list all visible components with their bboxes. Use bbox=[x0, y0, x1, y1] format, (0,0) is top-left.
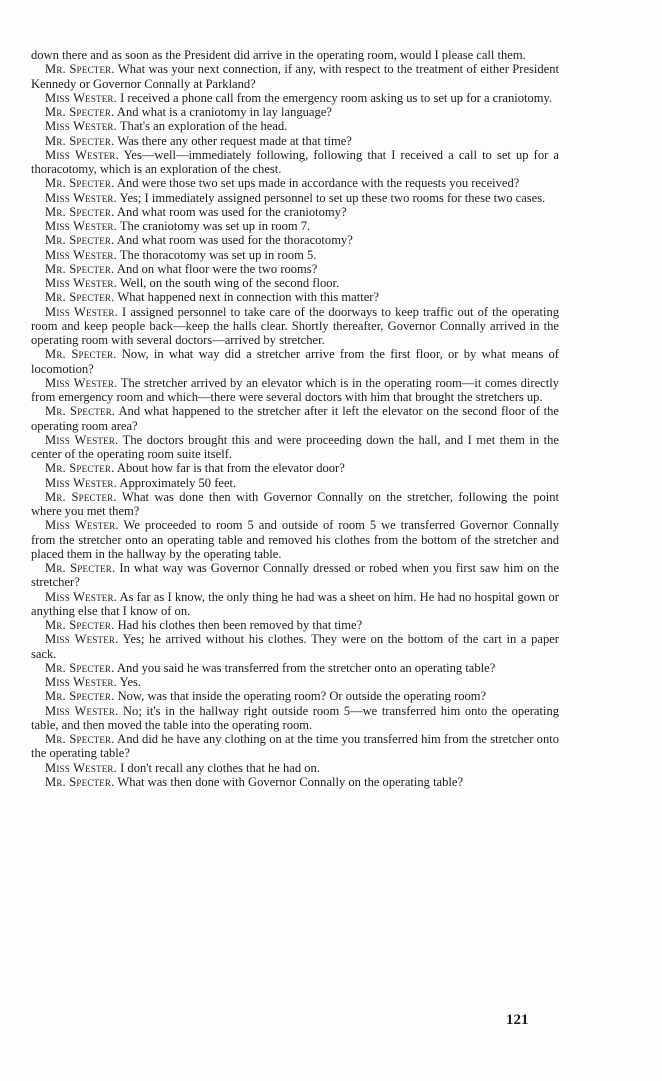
speaker-name: Mr. Specter. bbox=[45, 689, 115, 704]
testimony-paragraph bbox=[31, 761, 559, 775]
speaker-name: Mr. Specter. bbox=[45, 732, 115, 746]
testimony-paragraph bbox=[31, 176, 559, 190]
paragraph-text: Well, on the south wing of the second floor. bbox=[119, 276, 340, 290]
paragraph-text: I don't recall any clothes that he had on. bbox=[120, 760, 320, 775]
paragraph-text: Yes; I immediately assigned personnel to set up these two rooms for these two cases. bbox=[119, 190, 546, 205]
testimony-paragraph bbox=[31, 219, 559, 233]
paragraph-text: And you said he was transferred from the stretcher onto an operating table? bbox=[116, 660, 496, 675]
speaker-name: Miss Wester. bbox=[45, 276, 117, 290]
paragraph-text: What was done then with Governor Connally on the stretcher, following the point where you met them? bbox=[31, 489, 559, 518]
testimony-paragraph bbox=[31, 518, 559, 561]
speaker-name: Mr. Specter. bbox=[45, 290, 115, 305]
speaker-name: Miss Wester. bbox=[45, 190, 117, 205]
paragraph-text: Approximately 50 feet. bbox=[119, 475, 237, 490]
testimony-paragraph bbox=[31, 376, 559, 405]
testimony-paragraph bbox=[31, 62, 559, 91]
speaker-name: Miss Wester. bbox=[45, 90, 117, 105]
paragraph-text: About how far is that from the elevator door? bbox=[116, 461, 345, 476]
testimony-paragraph bbox=[31, 618, 559, 632]
speaker-name: Miss Wester. bbox=[45, 375, 118, 390]
paragraph-text: Yes; he arrived without his clothes. They were on the bottom of the cart in a paper sack. bbox=[31, 632, 559, 661]
speaker-name: Miss Wester. bbox=[45, 247, 117, 262]
paragraph-text: And were those two set ups made in accordance with the requests you received? bbox=[116, 176, 520, 191]
speaker-name: Mr. Specter. bbox=[45, 561, 116, 575]
testimony-paragraph bbox=[31, 105, 559, 119]
testimony-paragraph bbox=[31, 347, 559, 376]
paragraph-text: I assigned personnel to take care of the doorways to keep traffic out of the operating room and keep people back—keep the halls clear. Shortly thereafter, Governor Connally arrived in the operating room with several doctors—arrived by stretcher. bbox=[31, 304, 559, 347]
speaker-name: Mr. Specter. bbox=[45, 105, 115, 119]
paragraph-text: The doctors brought this and were proceeding down the hall, and I met them in the center of the operating room suite itself. bbox=[31, 432, 559, 461]
paragraph-text: Now, in what way did a stretcher arrive from the first floor, or by what means of locomotion? bbox=[31, 347, 559, 376]
speaker-name: Mr. Specter. bbox=[45, 233, 115, 248]
testimony-paragraph bbox=[31, 661, 559, 675]
testimony-paragraph bbox=[31, 262, 559, 276]
testimony-paragraph bbox=[31, 276, 559, 290]
paragraph-text: We proceeded to room 5 and outside of room 5 we transferred Governor Connally from the stretcher onto an operating table and removed his clothes from the bottom of the stretcher and placed them in the hallway by the operating table. bbox=[31, 518, 559, 561]
testimony-paragraph bbox=[31, 632, 559, 661]
paragraph-text: Yes—well—immediately following, following that I received a call to set up for a thoracotomy, which is an exploration of the chest. bbox=[31, 147, 559, 176]
testimony-paragraph bbox=[31, 689, 559, 703]
speaker-name: Miss Wester. bbox=[45, 760, 117, 775]
testimony-paragraph bbox=[31, 433, 559, 462]
testimony-paragraph bbox=[31, 490, 559, 519]
testimony-paragraph bbox=[31, 732, 559, 761]
testimony-paragraph bbox=[31, 134, 559, 148]
testimony-paragraph bbox=[31, 191, 559, 205]
testimony-paragraph bbox=[31, 91, 559, 105]
speaker-name: Mr. Specter. bbox=[45, 618, 115, 632]
testimony-paragraph bbox=[31, 233, 559, 247]
paragraph-text: What was then done with Governor Connally on the operating table? bbox=[117, 774, 464, 789]
testimony-paragraph bbox=[31, 404, 559, 433]
testimony-paragraph bbox=[31, 476, 559, 490]
speaker-name: Mr. Specter. bbox=[45, 660, 115, 675]
speaker-name: Mr. Specter. bbox=[45, 204, 115, 219]
paragraph-text: Was there any other request made at that time? bbox=[117, 133, 352, 148]
speaker-name: Miss Wester. bbox=[45, 703, 119, 718]
speaker-name: Miss Wester. bbox=[45, 219, 117, 233]
paragraph-text: And did he have any clothing on at the time you transferred him from the stretcher onto the operating table? bbox=[31, 732, 559, 761]
testimony-paragraph bbox=[31, 590, 559, 619]
paragraph-text: Yes. bbox=[119, 675, 142, 689]
speaker-name: Miss Wester. bbox=[45, 432, 119, 447]
paragraph-text: Had his clothes then been removed by that time? bbox=[117, 618, 363, 632]
paragraph-text: As far as I know, the only thing he had was a sheet on him. He had no hospital gown or anything else that I know of on. bbox=[31, 589, 559, 618]
testimony-paragraph bbox=[31, 305, 559, 348]
testimony-paragraph bbox=[31, 248, 559, 262]
paragraph-text: And what happened to the stretcher after it left the elevator on the second floor of the operating room area? bbox=[31, 404, 560, 433]
speaker-name: Miss Wester. bbox=[45, 304, 118, 319]
speaker-name: Miss Wester. bbox=[45, 589, 118, 604]
paragraph-text: What happened next in connection with this matter? bbox=[117, 290, 380, 305]
testimony-paragraph bbox=[31, 119, 559, 133]
paragraph-text: Now, was that inside the operating room? Or outside the operating room? bbox=[117, 689, 487, 704]
speaker-name: Mr. Specter. bbox=[45, 62, 115, 77]
speaker-name: Mr. Specter. bbox=[45, 461, 115, 476]
testimony-text bbox=[31, 48, 559, 789]
testimony-paragraph bbox=[31, 48, 559, 62]
speaker-name: Miss Wester. bbox=[45, 632, 119, 647]
speaker-name: Mr. Specter. bbox=[45, 133, 115, 148]
testimony-paragraph bbox=[31, 205, 559, 219]
page-number: 121 bbox=[506, 1012, 529, 1028]
paragraph-text: I received a phone call from the emergency room asking us to set up for a craniotomy. bbox=[120, 90, 553, 105]
paragraph-text: down there and as soon as the President did arrive in the operating room, would I please call them. bbox=[31, 48, 526, 62]
paragraph-text: No; it's in the hallway right outside room 5—we transferred him onto the operating table, and then moved the table into the operating room. bbox=[31, 703, 560, 732]
speaker-name: Miss Wester. bbox=[45, 675, 117, 689]
paragraph-text: What was your next connection, if any, with respect to the treatment of either President Kennedy or Governor Connally at Parkland? bbox=[31, 62, 559, 91]
paragraph-text: And what is a craniotomy in lay language? bbox=[116, 105, 332, 119]
paragraph-text: And what room was used for the thoracotomy? bbox=[116, 233, 353, 248]
paragraph-text: The stretcher arrived by an elevator which is in the operating room—it comes directly from emergency room and which—there were several doctors with him that brought the stretchers up. bbox=[31, 375, 559, 404]
speaker-name: Mr. Specter. bbox=[45, 489, 117, 504]
paragraph-text: The thoracotomy was set up in room 5. bbox=[119, 247, 317, 262]
speaker-name: Miss Wester. bbox=[45, 119, 117, 134]
paragraph-text: That's an exploration of the head. bbox=[119, 119, 288, 134]
paragraph-text: And what room was used for the craniotomy? bbox=[116, 204, 347, 219]
speaker-name: Mr. Specter. bbox=[45, 176, 115, 191]
speaker-name: Mr. Specter. bbox=[45, 347, 117, 362]
paragraph-text: In what way was Governor Connally dressed or robed when you first saw him on the stretcher? bbox=[31, 561, 560, 590]
testimony-paragraph bbox=[31, 461, 559, 475]
speaker-name: Miss Wester. bbox=[45, 475, 117, 490]
speaker-name: Miss Wester. bbox=[45, 147, 119, 162]
testimony-paragraph bbox=[31, 775, 559, 789]
speaker-name: Mr. Specter. bbox=[45, 404, 116, 419]
speaker-name: Mr. Specter. bbox=[45, 261, 115, 276]
testimony-paragraph bbox=[31, 704, 559, 733]
testimony-paragraph bbox=[31, 675, 559, 689]
testimony-paragraph bbox=[31, 561, 559, 590]
speaker-name: Miss Wester. bbox=[45, 518, 119, 533]
paragraph-text: The craniotomy was set up in room 7. bbox=[119, 219, 311, 233]
speaker-name: Mr. Specter. bbox=[45, 774, 115, 789]
testimony-paragraph bbox=[31, 148, 559, 177]
testimony-paragraph bbox=[31, 290, 559, 304]
paragraph-text: And on what floor were the two rooms? bbox=[116, 261, 318, 276]
